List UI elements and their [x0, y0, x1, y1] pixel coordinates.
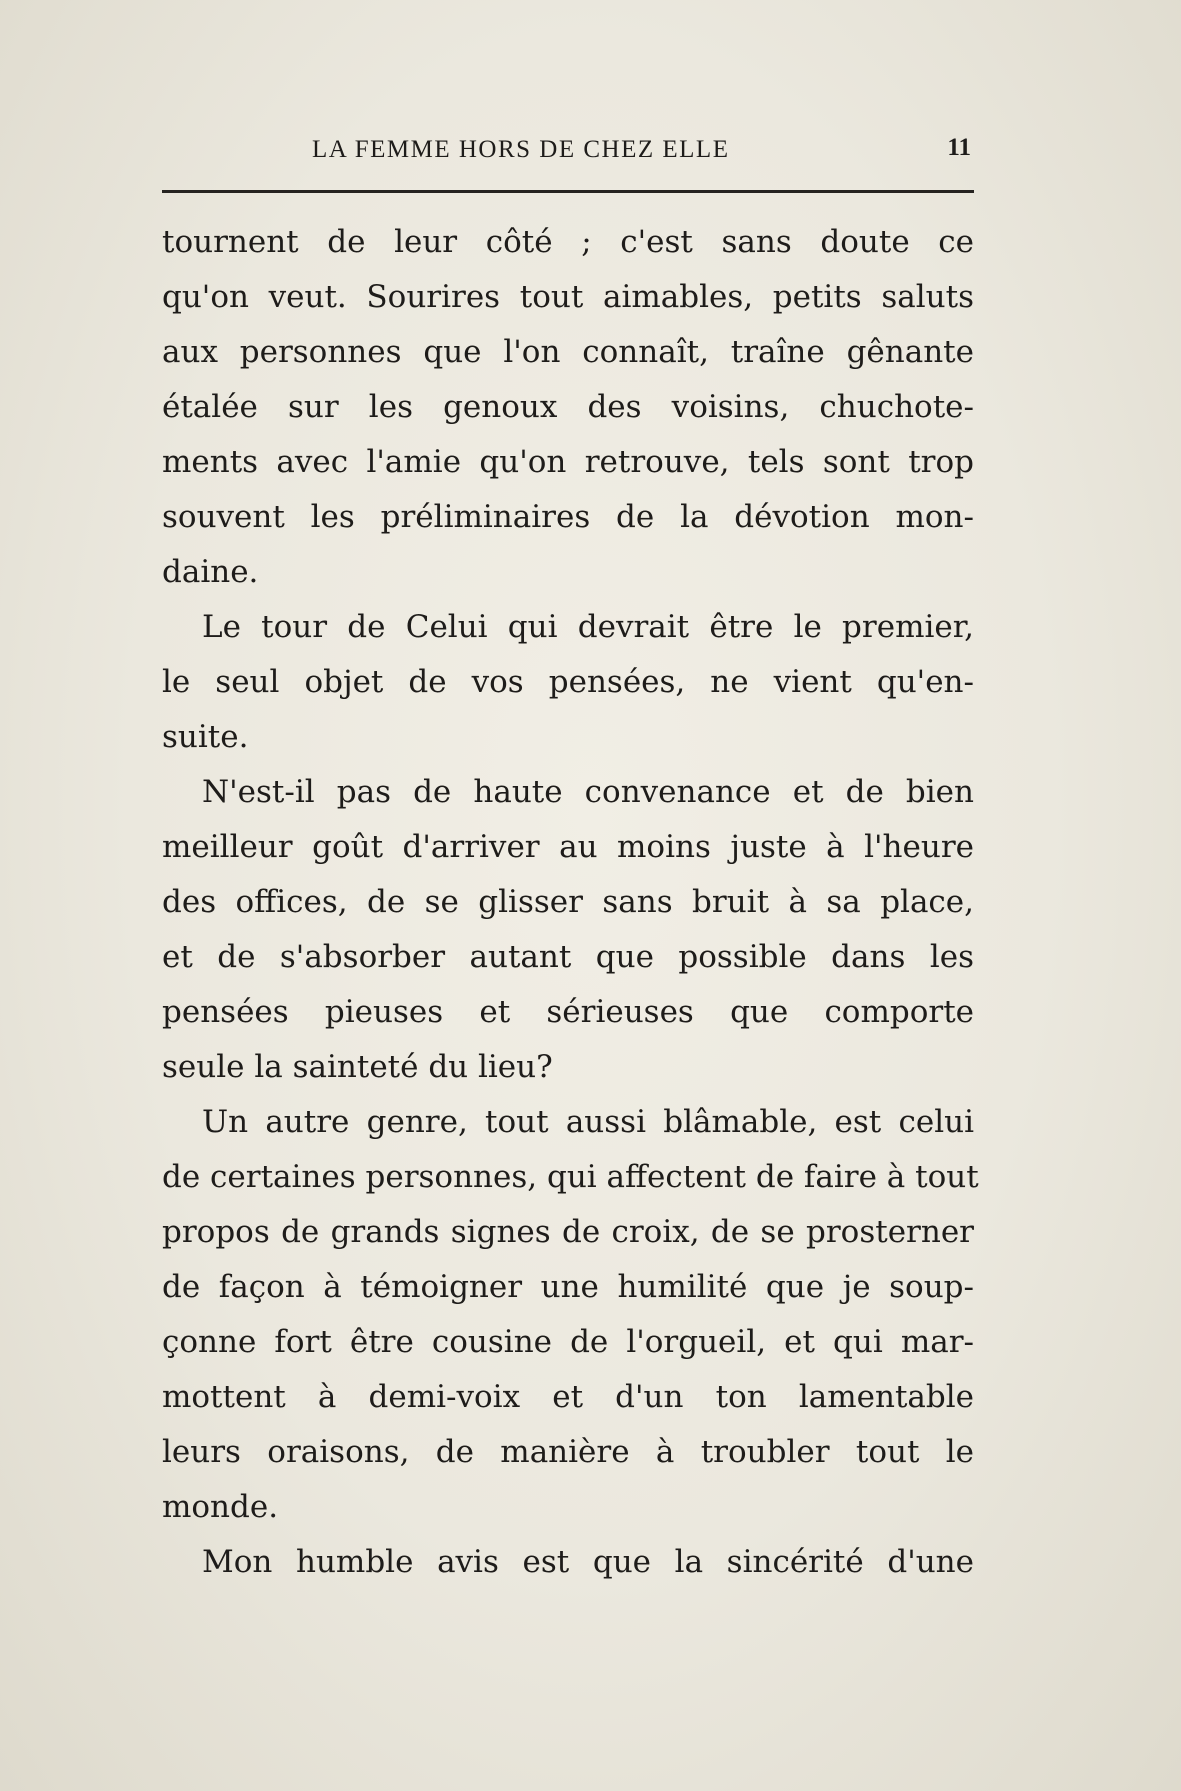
text-line: seule la sainteté du lieu?	[162, 1049, 553, 1085]
text-line: mottent à demi-voix et d'un ton lamentable	[162, 1379, 974, 1415]
text-line: pensées pieuses et sérieuses que comporte	[162, 994, 974, 1030]
text-line: de façon à témoigner une humilité que je soup-	[162, 1269, 974, 1305]
text-line: étalée sur les genoux des voisins, chuchote-	[162, 389, 974, 425]
text-line: çonne fort être cousine de l'orgueil, et qui mar-	[162, 1324, 974, 1360]
running-head	[160, 130, 975, 170]
text-line: ments avec l'amie qu'on retrouve, tels sont trop	[162, 444, 974, 480]
text-line: meilleur goût d'arriver au moins juste à l'heure	[162, 829, 974, 865]
text-line: N'est-il pas de haute convenance et de bien	[202, 774, 974, 810]
text-line: Le tour de Celui qui devrait être le premier,	[202, 609, 974, 645]
text-line: souvent les préliminaires de la dévotion mon-	[162, 499, 974, 535]
text-line: et de s'absorber autant que possible dans les	[162, 939, 974, 975]
body-text	[162, 215, 979, 1590]
text-line: de certaines personnes, qui affectent de faire à tout	[162, 1159, 979, 1195]
text-line: Mon humble avis est que la sincérité d'une	[202, 1544, 974, 1580]
text-line: suite.	[162, 719, 249, 755]
text-line: aux personnes que l'on connaît, traîne gênante	[162, 334, 974, 370]
text-line: tournent de leur côté ; c'est sans doute ce	[162, 224, 974, 260]
text-line: qu'on veut. Sourires tout aimables, petits saluts	[162, 279, 974, 315]
text-line: Un autre genre, tout aussi blâmable, est celui	[202, 1104, 974, 1140]
text-line: le seul objet de vos pensées, ne vient qu'en-	[162, 664, 974, 700]
header-rule	[162, 190, 974, 193]
text-line: des offices, de se glisser sans bruit à sa place,	[162, 884, 974, 920]
text-line: monde.	[162, 1489, 279, 1525]
text-line: daine.	[162, 554, 259, 590]
running-title: LA FEMME HORS DE CHEZ ELLE	[312, 136, 730, 163]
text-line: propos de grands signes de croix, de se prosterner	[162, 1214, 974, 1250]
page-number: 11	[947, 134, 971, 161]
text-line: leurs oraisons, de manière à troubler tout le	[162, 1434, 974, 1470]
